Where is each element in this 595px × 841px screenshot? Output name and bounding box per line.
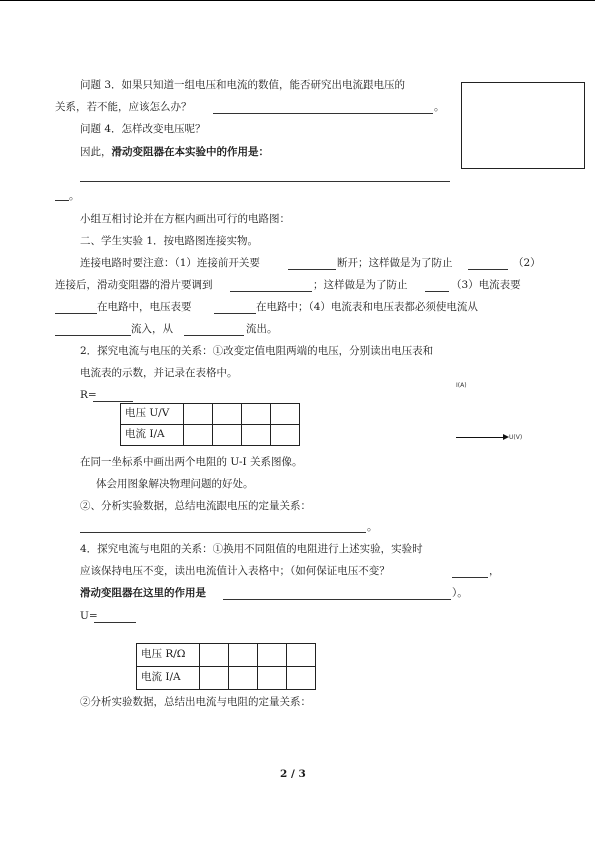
exp4-line3-bold: 滑动变阻器在这里的作用是: [80, 587, 206, 599]
table-cell: [258, 667, 287, 690]
table-row: [121, 404, 300, 425]
section2-heading: 二、学生实验 1．按电路图连接实物。: [80, 235, 259, 247]
exp4-analysis: ②分析实验数据，总结出电流与电阻的定量关系：: [80, 696, 311, 708]
notes-line2-b: ；这样做是为了防止: [313, 279, 408, 291]
notes-line4-b: 流出。: [246, 323, 278, 335]
q3-line2-prefix: 关系，若不能，应该怎么办？: [55, 101, 192, 113]
blank-current-in: [55, 335, 131, 336]
therefore-tail: 。: [69, 190, 80, 202]
table-row: [137, 644, 316, 667]
resistance-current-table: [136, 643, 316, 690]
circuit-diagram-box: [461, 82, 585, 169]
exp4-line2-prefix: 应该保持电压不变，读出电流值计入表格中；（如何保证电压不变？: [80, 565, 390, 577]
blank-slider-position: [230, 291, 312, 292]
voltage-current-table: [120, 403, 300, 446]
exp2-after2: 体会用图象解决物理问题的好处。: [96, 478, 254, 490]
notes-line3-b: 在电路中；（4）电流表和电压表都必须使电流从: [256, 301, 478, 313]
exp4-line3: [80, 587, 206, 601]
blank-ammeter-connection: [55, 313, 97, 314]
graph-y-axis-label: I(A): [456, 382, 467, 389]
table-row: [137, 667, 316, 690]
exp2-analysis: ②、分析实验数据，总结电流跟电压的定量关系：: [80, 500, 311, 512]
group-discussion: 小组互相讨论并在方框内画出可行的电路图：: [80, 213, 290, 225]
table-cell: [258, 644, 287, 667]
exp2-analysis-tail: 。: [367, 521, 378, 533]
r-label: R=: [80, 389, 97, 401]
notes-line1-b: 断开；这样做是为了防止: [337, 257, 453, 269]
table-cell: [271, 425, 300, 446]
page-number: 2 / 3: [280, 768, 306, 780]
therefore-answer-blank-end: [55, 200, 69, 201]
q3-line2-suffix: 。: [434, 101, 445, 113]
notes-line1-c: （2）: [513, 257, 541, 269]
table-cell: [271, 404, 300, 425]
table-cell: [287, 667, 316, 690]
exp4-role-blank: [223, 599, 451, 600]
q3-line1: 问题 3．如果只知道一组电压和电流的数值，能否研究出电流跟电压的: [80, 79, 406, 91]
table-cell: [242, 425, 271, 446]
exp2-analysis-blank: [80, 532, 366, 533]
table-row: [121, 425, 300, 446]
blank-prevent-1: [468, 269, 508, 270]
exp2-line2: 电流表的示数，并记录在表格中。: [80, 367, 238, 379]
notes-line2-c: （3）电流表要: [451, 279, 521, 291]
row-header-current: 电流 I/A: [137, 667, 200, 690]
exp4-line2-suffix: ，: [489, 565, 500, 577]
exp4-line3-suffix: ）。: [452, 587, 468, 599]
q3-answer-blank: [213, 113, 433, 114]
blank-current-out: [184, 335, 244, 336]
table-cell: [287, 644, 316, 667]
table-cell: [184, 425, 213, 446]
q4-text: 问题 4．怎样改变电压呢？: [80, 123, 206, 135]
row-header-voltage: 电压 U/V: [121, 404, 184, 425]
graph-x-axis-label: U(V): [509, 434, 523, 441]
table-cell: [229, 644, 258, 667]
u-value-blank: [94, 622, 136, 623]
table-cell: [229, 667, 258, 690]
therefore-prefix: 因此，: [80, 146, 112, 158]
table-cell: [184, 404, 213, 425]
notes-line3-a: 在电路中，电压表要: [97, 301, 192, 313]
therefore-bold: 滑动变阻器在本实验中的作用是：: [111, 146, 269, 158]
table-cell: [200, 667, 229, 690]
exp4-line1: 4．探究电流与电阻的关系：①换用不同阻值的电阻进行上述实验，实验时: [80, 543, 423, 555]
row-header-resistance: 电压 R/Ω: [137, 644, 200, 667]
table-cell: [242, 404, 271, 425]
exp2-after1: 在同一坐标系中画出两个电阻的 U-I 关系图像。: [80, 456, 303, 468]
blank-switch: [288, 269, 336, 270]
page-top-border: [0, 0, 595, 1]
notes-line1-a: 连接电路时要注意：（1）连接前开关要: [80, 257, 260, 269]
blank-prevent-2: [425, 291, 449, 292]
table-cell: [213, 425, 242, 446]
notes-line2-a: 连接后，滑动变阻器的滑片要调到: [55, 279, 213, 291]
graph-x-axis: [456, 437, 504, 438]
table-cell: [213, 404, 242, 425]
r-value-blank: [93, 401, 133, 402]
u-label: U=: [80, 610, 98, 622]
row-header-current: 电流 I/A: [121, 425, 184, 446]
exp2-line1: 2．探究电流与电压的关系：①改变定值电阻两端的电压，分别读出电压表和: [80, 345, 434, 357]
notes-line4-a: 流入，从: [131, 323, 173, 335]
therefore-answer-blank: [80, 181, 450, 182]
table-cell: [200, 644, 229, 667]
blank-voltmeter-connection: [214, 313, 256, 314]
therefore-line: [80, 146, 269, 160]
exp4-voltage-blank: [452, 577, 488, 578]
